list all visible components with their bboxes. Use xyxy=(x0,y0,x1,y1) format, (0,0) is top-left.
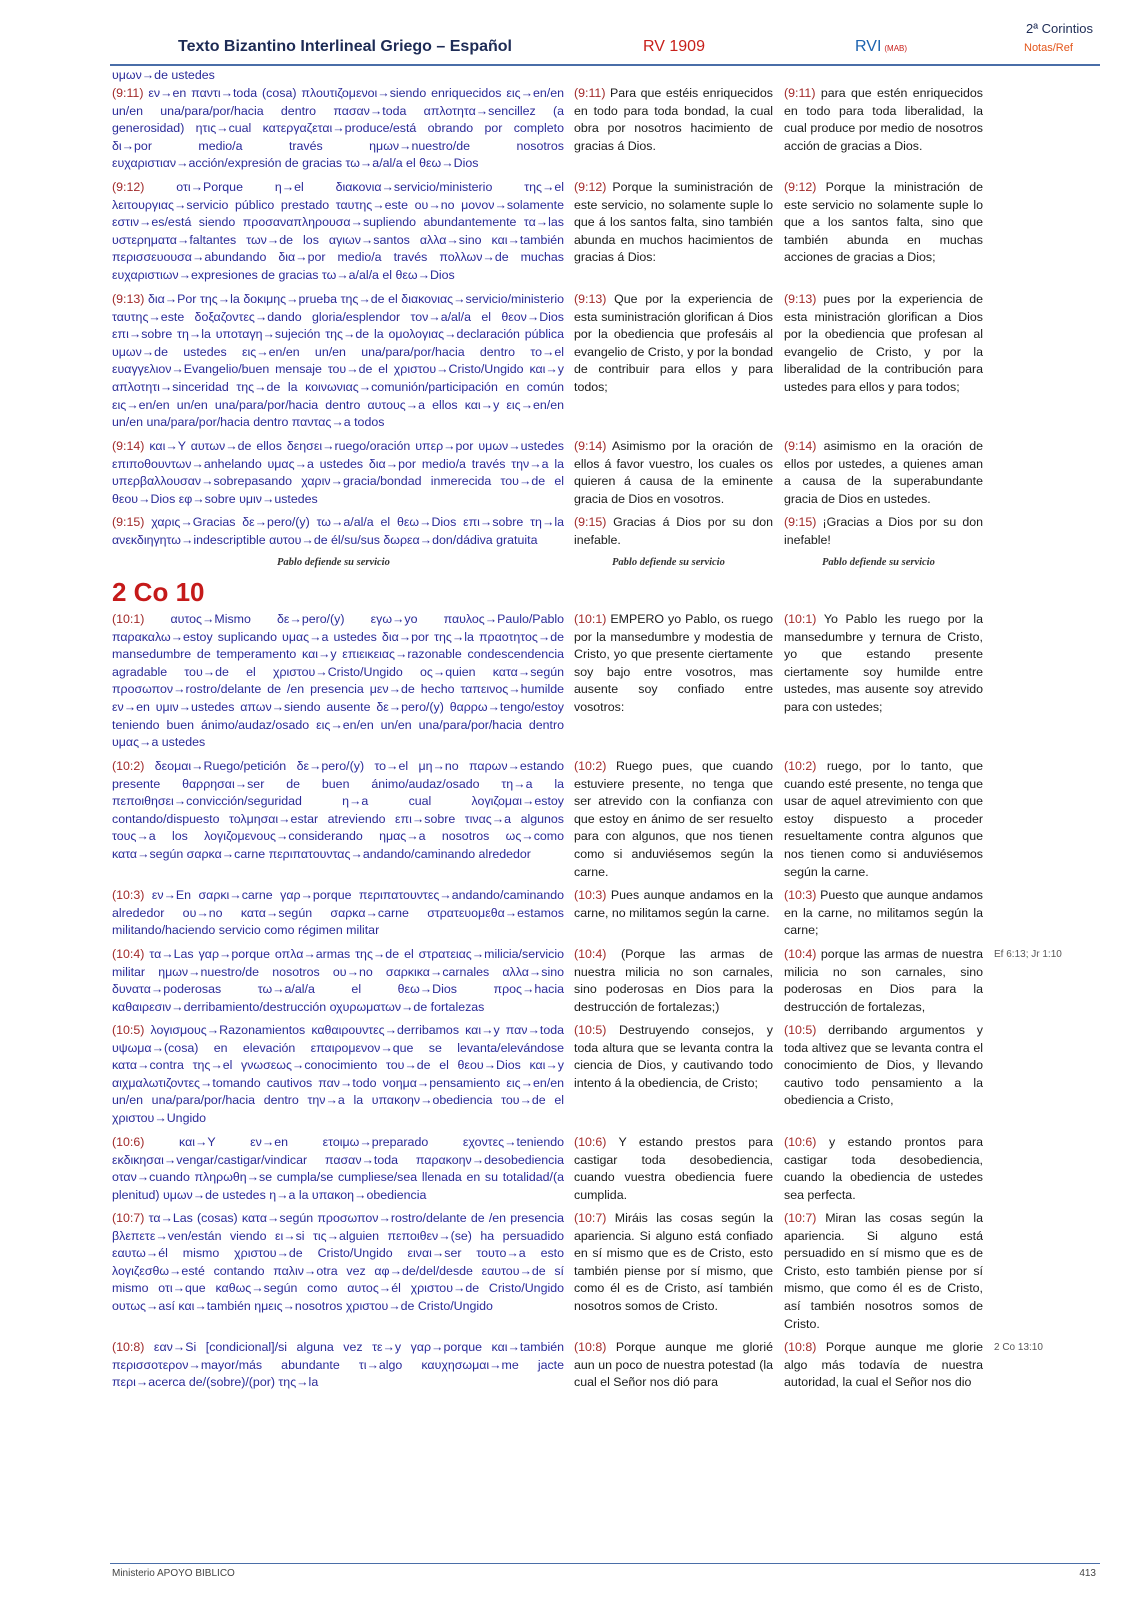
rv1909-cell xyxy=(574,514,773,549)
section-heading-rvi: Pablo defiende su servicio xyxy=(822,557,935,568)
interlinear-text: αυτος→Mismo δε→pero/(y) εγω→yo παυλος→Paulo/Pablo παρακαλω→estoy suplicando υμας→a ustedes δια→por της→la πραοτητος→de mansedumbre de temperamento και→y επιεικειας→razonable condescendencia agradable του→de el χριστου→Cristo/Ungido ος→quien κατα→según προσωπον→rostro/delante de /en presencia μεν→de hecho ταπεινος→humilde εν→en υμιν→ustedes απων→siendo ausente δε→pero/(y) θαρρω→tengo/estoy teniendo buen ánimo/audaz/osado εις→en/en un/en una/para/por/hacia dentro υμας→a ustedes xyxy=(112,612,564,750)
interlinear-text: τα→Las γαρ→porque οπλα→armas της→de el στρατειας→milicia/servicio militar ημων→nuestro/de nosotros ου→no σαρκικα→carnales αλλα→sino δυνατα→poderosas τω→a/al/a el θεω→Dios προς→hacia καθαιρεσιν→derribamiento/destrucción οχυρωματων→de fortalezas xyxy=(112,947,564,1014)
verse-ref: (10:6) xyxy=(112,1135,145,1149)
verse-ref: (10:8) xyxy=(112,1340,145,1354)
verse-ref: (10:4) xyxy=(784,947,817,961)
rvi-text: asimismo en la oración de ellos por ustedes, a quienes aman a causa de la superabundante gracia de Dios en ustedes. xyxy=(784,439,983,506)
interlinear-text: λογισμους→Razonamientos καθαιρουντες→derribamos και→y παν→toda υψωμα→(cosa) en elevación επαιρομενον→que se levanta/elevándose κατα→contra της→el γνωσεως→conocimiento του→de el θεου→Dios και→y αιχμαλωτιζοντες→tomando cautivos παν→todo νοημα→pensamiento εις→en/en un/en una/para/por/hacia dentro την→a la υπακοην→obediencia του→de el χριστου→Ungido xyxy=(112,1023,564,1125)
rv1909-text: Asimismo por la oración de ellos á favor vuestro, los cuales os quieren á causa de la eminente gracia de Dios en vosotros. xyxy=(574,439,773,506)
verse-ref: (9:13) xyxy=(574,292,607,306)
rvi-text: Porque aunque me glorie algo más todavía de nuestra autoridad, la cual el Señor nos dio xyxy=(784,1340,983,1390)
interlinear-text: εν→en παντι→toda (cosa) πλουτιζομενοι→siendo enriquecidos εις→en/en un/en una/para/por/hacia dentro πασαν→toda απλοτητα→sencillez (a generosidad) ητις→cual κατεργαζεται→produce/está obrando por completo δι→por medio/a través ημων→nuestro/de nosotros ευχαριστιαν→acción/expresión de gracias τω→a/al/a el θεω→Dios xyxy=(112,86,564,171)
rv1909-cell xyxy=(574,887,773,922)
rvi-text: Miran las cosas según la apariencia. Si alguno está persuadido en sí mismo que es de Cristo, esto también piense por sí mismo, que como él es de Cristo, así también nosotros somos de Cristo. xyxy=(784,1211,983,1331)
verse-ref: (9:12) xyxy=(574,180,607,194)
rv1909-text: Porque aunque me glorié aun un poco de nuestra potestad (la cual el Señor nos dió para xyxy=(574,1340,773,1390)
row-gap xyxy=(112,1392,1100,1398)
verse-ref: (10:3) xyxy=(112,888,145,902)
verse-ref: (9:11) xyxy=(112,86,144,100)
rvi-cell xyxy=(784,179,983,267)
verse-row xyxy=(112,179,1100,285)
verse-ref: (9:11) xyxy=(784,86,816,100)
footer-rule xyxy=(110,1563,1100,1564)
verse-group-ch9 xyxy=(112,85,1100,555)
rvi-cell xyxy=(784,1022,983,1110)
verse-ref: (9:15) xyxy=(574,515,607,529)
interlinear-cell xyxy=(112,1022,564,1128)
verse-ref: (9:14) xyxy=(784,439,817,453)
rvi-cell xyxy=(784,758,983,881)
verse-ref: (9:13) xyxy=(784,292,817,306)
interlinear-cell xyxy=(112,1210,564,1316)
verse-group-ch10 xyxy=(112,611,1100,1398)
rv1909-text: Que por la experiencia de esta suministración glorifican á Dios por la obediencia que profesáis al evangelio de Cristo, y por la bondad de contribuir para ellos y para todos; xyxy=(574,292,773,394)
verse-ref: (9:15) xyxy=(784,515,817,529)
version-rvi-label: RVI xyxy=(855,38,882,55)
verse-row xyxy=(112,1339,1100,1392)
rvi-text: ¡Gracias a Dios por su don inefable! xyxy=(784,515,983,547)
rv1909-cell xyxy=(574,1210,773,1316)
interlinear-title: Texto Bizantino Interlineal Griego – Español xyxy=(178,38,512,55)
interlinear-cell xyxy=(112,291,564,432)
rvi-cell xyxy=(784,1339,983,1392)
rvi-cell xyxy=(784,438,983,508)
section-heading-row xyxy=(112,555,1100,577)
rvi-cell xyxy=(784,946,983,1016)
rv1909-cell xyxy=(574,438,773,508)
interlinear-cell xyxy=(112,514,564,549)
verse-row xyxy=(112,946,1100,1016)
rv1909-text: Gracias á Dios por su don inefable. xyxy=(574,515,773,547)
verse-row xyxy=(112,887,1100,940)
rv1909-cell xyxy=(574,946,773,1016)
verse-ref: (10:7) xyxy=(112,1211,145,1225)
footer-ministry: Ministerio APOYO BIBLICO xyxy=(112,1568,235,1579)
verse-row xyxy=(112,1022,1100,1128)
verse-ref: (10:2) xyxy=(112,759,145,773)
chapter-title: 2 Co 10 xyxy=(112,577,205,607)
rv1909-cell xyxy=(574,1134,773,1204)
verse-row xyxy=(112,611,1100,752)
rvi-text: Yo Pablo les ruego por la mansedumbre y ternura de Cristo, yo que estando presente ciertamente soy humilde entre ustedes, mas ausente soy atrevido para con ustedes; xyxy=(784,612,983,714)
verse-ref: (10:3) xyxy=(574,888,607,902)
verse-ref: (10:5) xyxy=(112,1023,145,1037)
header-rule xyxy=(110,64,1100,66)
interlinear-cell xyxy=(112,85,564,173)
interlinear-text: εαν→Si [condicional]/si alguna vez τε→y γαρ→porque και→también περισσοτερον→mayor/más abundante τι→algo καυχησωμαι→me jacte περι→acerca de/(sobre)/(por) της→la xyxy=(112,1340,564,1390)
verse-row xyxy=(112,85,1100,173)
section-heading-interlinear: Pablo defiende su servicio xyxy=(277,557,390,568)
rv1909-text: Destruyendo consejos, y toda altura que se levanta contra la ciencia de Dios, y cautivando todo intento á la obediencia, de Cristo; xyxy=(574,1023,773,1090)
verse-ref: (9:12) xyxy=(112,180,145,194)
rv1909-text: Pues aunque andamos en la carne, no militamos según la carne. xyxy=(574,888,773,920)
rvi-text: y estando prontos para castigar toda desobediencia, cuando la obediencia de ustedes sea perfecta. xyxy=(784,1135,983,1202)
verse-ref: (10:1) xyxy=(112,612,145,626)
rv1909-cell xyxy=(574,85,773,155)
version-rv1909: RV 1909 xyxy=(643,38,705,55)
verse-ref: (10:2) xyxy=(574,759,607,773)
verse-table xyxy=(112,67,1100,1398)
verse-ref: (10:5) xyxy=(784,1023,817,1037)
rvi-cell xyxy=(784,887,983,940)
rvi-text: ruego, por lo tanto, que cuando esté presente, no tenga que usar de aquel atrevimiento con que estoy dispuesto a proceder resueltamente contra algunos que nos tienen como si anduviésemos según la carne. xyxy=(784,759,983,879)
interlinear-cell xyxy=(112,1339,564,1392)
rvi-text: derribando argumentos y toda altivez que se levanta contra el conocimiento de Dios, y llevando cautivo todo pensamiento a la obediencia a Cristo, xyxy=(784,1023,983,1108)
section-heading-rv: Pablo defiende su servicio xyxy=(612,557,725,568)
page-footer xyxy=(110,1563,1100,1579)
rv1909-text: Porque la suministración de este servicio, no solamente suple lo que á los santos falta, sino también abunda en muchos hacimientos de gracias á Dios: xyxy=(574,180,773,265)
verse-ref: (10:1) xyxy=(574,612,607,626)
rvi-cell xyxy=(784,514,983,549)
rvi-text: porque las armas de nuestra milicia no son carnales, sino poderosas en Dios para la destrucción de fortalezas, xyxy=(784,947,983,1014)
verse-ref: (10:6) xyxy=(574,1135,607,1149)
interlinear-text: τα→Las (cosas) κατα→según προσωπον→rostro/delante de /en presencia βλεπετε→ven/están viendo ει→si τις→alguien πεποιθεν→(se) ha persuadido εαυτω→él mismo χριστου→de Cristo/Ungido ειναι→ser τουτο→a esto λογιζεσθω→esté contando παλιν→otra vez αφ→de/del/desde εαυτου→de sí mismo οτι→que καθως→según como αυτος→él χριστου→de Cristo/Ungido ουτως→así και→también ημεις→nosotros χριστου→de Cristo/Ungido xyxy=(112,1211,564,1313)
verse-ref: (9:13) xyxy=(112,292,145,306)
verse-ref: (10:7) xyxy=(784,1211,817,1225)
rvi-text: Puesto que aunque andamos en la carne, no militamos según la carne; xyxy=(784,888,983,938)
verse-ref: (10:4) xyxy=(574,947,607,961)
verse-ref: (9:14) xyxy=(112,439,145,453)
rv1909-text: Ruego pues, que cuando estuviere presente, no tenga que ser atrevido con la confianza con que estoy en ánimo de ser resuelto para con algunos, que nos tienen como si anduviésemos según la carne. xyxy=(574,759,773,879)
verse-row xyxy=(112,438,1100,508)
interlinear-text: χαρις→Gracias δε→pero/(y) τω→a/al/a el θεω→Dios επι→sobre τη→la ανεκδιηγητω→indescriptible αυτου→de él/su/sus δωρεα→don/dádiva gratuita xyxy=(112,515,564,547)
version-rvi-sub: (MAB) xyxy=(884,44,908,53)
verse-ref: (10:7) xyxy=(574,1211,607,1225)
verse-row xyxy=(112,1134,1100,1204)
verse-ref: (10:5) xyxy=(574,1023,607,1037)
rv1909-cell xyxy=(574,1022,773,1092)
verse-row xyxy=(112,291,1100,432)
verse-ref: (9:15) xyxy=(112,515,145,529)
version-rvi xyxy=(855,38,907,56)
interlinear-cell xyxy=(112,611,564,752)
verse-ref: (10:8) xyxy=(784,1340,817,1354)
cross-reference-note: Ef 6:13; Jr 1:10 xyxy=(994,949,1062,960)
rv1909-cell xyxy=(574,179,773,267)
interlinear-cell xyxy=(112,946,564,1016)
rvi-text: para que estén enriquecidos en todo para toda liberalidad, la cual produce por medio de nosotros acción de gracias a Dios. xyxy=(784,86,983,153)
verse-ref: (9:12) xyxy=(784,180,817,194)
rv1909-cell xyxy=(574,758,773,881)
rvi-cell xyxy=(784,85,983,155)
rv1909-text: EMPERO yo Pablo, os ruego por la mansedumbre y modestia de Cristo, yo que presente ciertamente soy bajo entre vosotros, mas ausente soy confiado entre vosotros: xyxy=(574,612,773,714)
verse-row xyxy=(112,514,1100,549)
rvi-cell xyxy=(784,1134,983,1204)
verse-ref: (9:14) xyxy=(574,439,607,453)
verse-row xyxy=(112,758,1100,881)
verse-ref: (10:4) xyxy=(112,947,145,961)
verse-ref: (9:11) xyxy=(574,86,606,100)
notes-label: Notas/Ref xyxy=(1024,42,1073,54)
verse-row xyxy=(112,1210,1100,1333)
interlinear-cell xyxy=(112,1134,564,1204)
rvi-text: pues por la experiencia de esta ministración glorifican a Dios por la obediencia que profesan al evangelio de Cristo, y por la liberalidad de la contribución para ustedes para ellos y para todos; xyxy=(784,292,983,394)
interlinear-text: οτι→Porque η→el διακονια→servicio/ministerio της→el λειτουργιας→servicio público prestado ταυτης→este ου→no μονον→solamente εστιν→es/está siendo προσαναπληρουσα→supliendo abundantemente τα→las υστερηματα→faltantes των→de los αγιων→santos αλλα→sino και→también περισσευουσα→abundando δια→por medio/a través πολλων→de muchas ευχαριστιων→expresiones de gracias τω→a/al/a el θεω→Dios xyxy=(112,180,564,282)
interlinear-text: δεομαι→Ruego/petición δε→pero/(y) το→el μη→no παρων→estando presente θαρρησαι→ser de buen ánimo/audaz/osado τη→a la πεποιθησει→convicción/seguridad η→a cual λογιζομαι→estoy contando/dispuesto τολμησαι→estar atreviendo επι→sobre τινας→a algunos τους→a los λογιζομενους→considerando ημας→a nosotros ως→como κατα→según σαρκα→carne περιπατουντας→andando/caminando alrededor xyxy=(112,759,564,861)
cross-reference-note: 2 Co 13:10 xyxy=(994,1342,1043,1353)
continuation-text: υμων→de ustedes xyxy=(112,68,215,82)
verse-ref: (10:6) xyxy=(784,1135,817,1149)
rv1909-cell xyxy=(574,611,773,717)
rv1909-text: Y estando prestos para castigar toda desobediencia, cuando vuestra obediencia fuere cumplida. xyxy=(574,1135,773,1202)
interlinear-text: δια→Por της→la δοκιμης→prueba της→de el διακονιας→servicio/ministerio ταυτης→este δοξαζοντες→dando gloria/esplendor τον→a/al/a el θεον→Dios επι→sobre τη→la υποταγη→sujeción της→de la ομολογιας→declaración pública υμων→de ustedes εις→en/en un/en una/para/por/hacia dentro το→el ευαγγελιον→Evangelio/buen mensaje του→de el χριστου→Cristo/Ungido και→y απλοτητι→sinceridad της→de la κοινωνιας→comunión/participación en común εις→en/en un/en una/para/por/hacia dentro αυτους→a ellos και→y εις→en/en un/en una/para/por/hacia dentro παντας→a todos xyxy=(112,292,564,430)
rv1909-text: Miráis las cosas según la apariencia. Si alguno está confiado en sí mismo que es de Cristo, esto también piense por sí mismo, que como él es de Cristo, así también nosotros somos de Cristo. xyxy=(574,1211,774,1313)
page-number: 413 xyxy=(1079,1568,1096,1579)
rv1909-cell xyxy=(574,1339,773,1392)
interlinear-text: και→Y εν→en ετοιμω→preparado εχοντες→teniendo εκδικησαι→vengar/castigar/vindicar πασαν→toda παρακοην→desobediencia οταν→cuando πληρωθη→se cumpla/se cumpliese/sea llenada en su totalidad/(a plenitud) υμων→de ustedes η→a la υπακοη→obediencia xyxy=(112,1135,564,1202)
rv1909-text: Para que estéis enriquecidos en todo para toda bondad, la cual obra por nosotros hacimiento de gracias á Dios. xyxy=(574,86,773,153)
continuation-row xyxy=(112,67,1100,85)
rvi-cell xyxy=(784,611,983,717)
interlinear-cell xyxy=(112,758,564,864)
rvi-text: Porque la ministración de este servicio no solamente suple lo que a los santos falta, sino que también abunda en muchas acciones de gracias a Dios; xyxy=(784,180,984,265)
interlinear-text: και→Y αυτων→de ellos δεησει→ruego/oración υπερ→por υμων→ustedes επιποθουντων→anhelando υμας→a ustedes δια→por medio/a través την→a la υπερβαλλουσαν→sobrepasando χαριν→gracia/bondad inmerecida του→de el θεου→Dios εφ→sobre υμιν→ustedes xyxy=(112,439,564,506)
verse-ref: (10:8) xyxy=(574,1340,607,1354)
verse-ref: (10:3) xyxy=(784,888,817,902)
interlinear-text: εν→En σαρκι→carne γαρ→porque περιπατουντες→andando/caminando alrededor ου→no κατα→según σαρκα→carne στρατευομεθα→estamos militando/haciendo servicio como régimen militar xyxy=(112,888,564,938)
interlinear-cell xyxy=(112,179,564,285)
rvi-cell xyxy=(784,1210,983,1333)
interlinear-cell xyxy=(112,438,564,508)
rv1909-text: (Porque las armas de nuestra milicia no son carnales, sino poderosas en Dios para la destrucción de fortalezas;) xyxy=(574,947,773,1014)
book-name: 2ª Corintios xyxy=(1026,21,1093,36)
verse-ref: (10:2) xyxy=(784,759,817,773)
rvi-cell xyxy=(784,291,983,397)
verse-ref: (10:1) xyxy=(784,612,817,626)
rv1909-cell xyxy=(574,291,773,397)
page-header xyxy=(0,0,1131,70)
interlinear-cell xyxy=(112,887,564,940)
